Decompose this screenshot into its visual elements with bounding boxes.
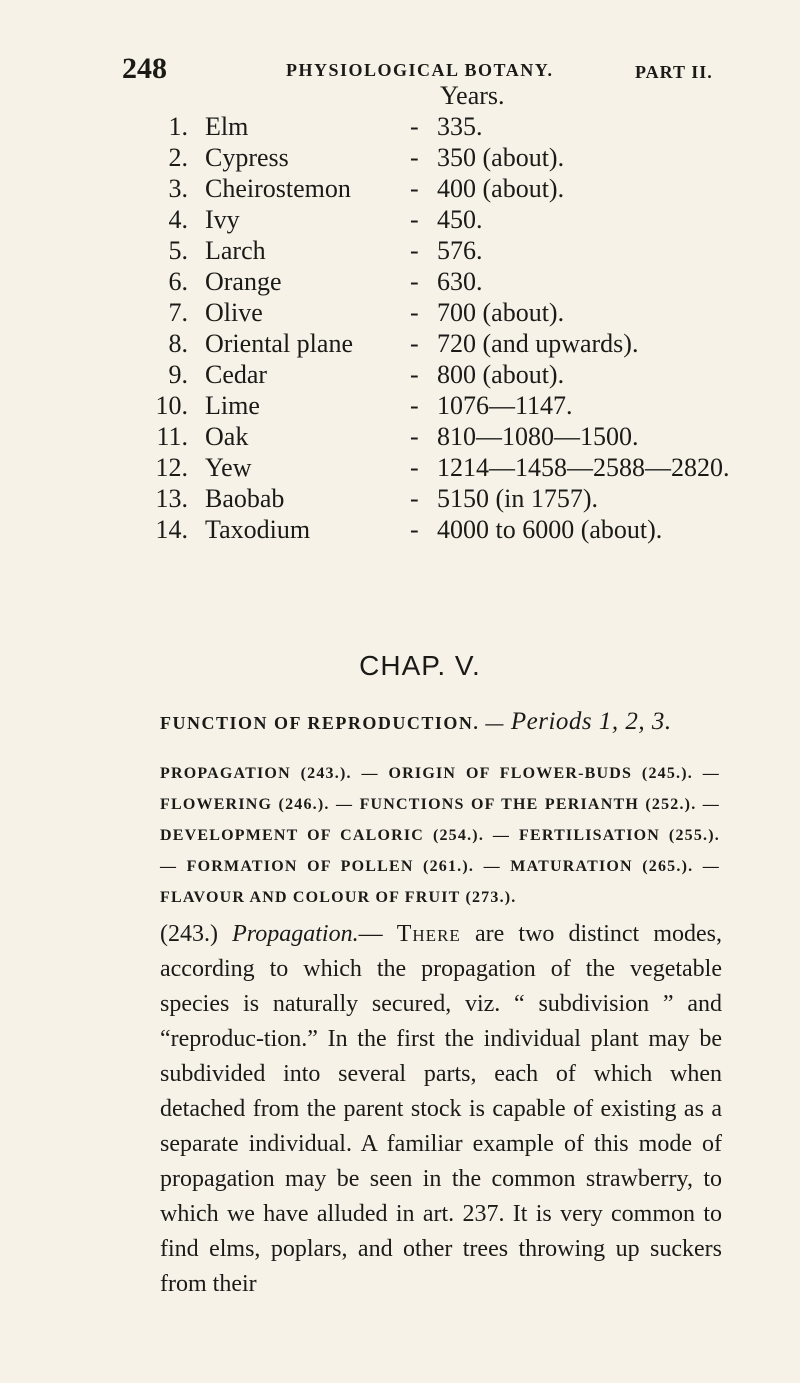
age-value: 400 (about).	[437, 174, 565, 203]
row-dash: -	[410, 143, 419, 172]
table-row	[0, 484, 800, 515]
age-value: 630.	[437, 267, 483, 296]
tree-name: Elm	[205, 112, 249, 141]
row-dash: -	[410, 174, 419, 203]
table-row	[0, 112, 800, 143]
table-row	[0, 515, 800, 546]
row-dash: -	[410, 267, 419, 296]
paragraph-lead-word: There	[396, 921, 461, 947]
age-value: 450.	[437, 205, 483, 234]
tree-name: Taxodium	[205, 515, 311, 544]
age-value: 720 (and upwards).	[437, 329, 639, 358]
row-number: 3.	[168, 174, 188, 203]
chapter-title: CHAP. V.	[359, 650, 481, 681]
row-dash: -	[410, 112, 419, 141]
row-number: 9.	[168, 360, 188, 389]
table-row	[0, 391, 800, 422]
part-label: PART II.	[635, 62, 713, 82]
row-dash: -	[410, 329, 419, 358]
row-dash: -	[410, 422, 419, 451]
age-value: 4000 to 6000 (about).	[437, 515, 663, 544]
body-paragraph	[160, 917, 722, 1302]
row-number: 12.	[155, 453, 188, 482]
row-number: 7.	[168, 298, 188, 327]
tree-name: Orange	[205, 267, 282, 296]
tree-name: Oriental plane	[205, 329, 353, 358]
age-value: 1076—1147.	[437, 391, 573, 420]
row-dash: -	[410, 205, 419, 234]
row-number: 1.	[168, 112, 188, 141]
row-number: 11.	[156, 422, 188, 451]
row-number: 14.	[155, 515, 188, 544]
table-row	[0, 236, 800, 267]
row-dash: -	[410, 391, 419, 420]
table-row	[0, 298, 800, 329]
tree-name: Cypress	[205, 143, 289, 172]
table-row	[0, 422, 800, 453]
table-row	[0, 205, 800, 236]
paragraph-heading: Propagation.	[232, 921, 359, 947]
row-number: 10.	[155, 391, 188, 420]
age-value: 576.	[437, 236, 483, 265]
row-dash: -	[410, 298, 419, 327]
table-row	[0, 143, 800, 174]
running-title: PHYSIOLOGICAL BOTANY.	[286, 60, 554, 80]
row-number: 6.	[168, 267, 188, 296]
row-number: 2.	[168, 143, 188, 172]
tree-name: Cheirostemon	[205, 174, 351, 203]
row-dash: -	[410, 515, 419, 544]
row-dash: -	[410, 236, 419, 265]
age-value: 350 (about).	[437, 143, 565, 172]
chapter-subtitle-periods: Periods 1, 2, 3.	[510, 708, 672, 735]
chapter-subtitle-caps: FUNCTION OF REPRODUCTION. —	[160, 713, 505, 733]
years-column-heading: Years.	[440, 81, 505, 110]
table-row	[0, 453, 800, 484]
tree-name: Larch	[205, 236, 266, 265]
row-dash: -	[410, 484, 419, 513]
paragraph-text: are two distinct modes, according to which the propagation of the vegetable species is naturally secured, viz. “ subdivision ” and “reproduc-tion.” In the first the individual plant may be subdivided into several parts, each of which when detached from the parent stock is capable of existing as a separate individual. A familiar example of this mode of propagation may be seen in the common strawberry, to which we have alluded in art. 237. It is very common to find elms, poplars, and other trees throwing up suckers from their	[160, 921, 723, 1297]
tree-name: Olive	[205, 298, 263, 327]
row-dash: -	[410, 360, 419, 389]
paragraph-number: (243.)	[160, 921, 218, 947]
paragraph-dash: —	[358, 921, 383, 947]
row-dash: -	[410, 453, 419, 482]
age-value: 5150 (in 1757).	[437, 484, 599, 513]
tree-age-table	[0, 112, 800, 546]
page-number: 248	[122, 52, 167, 85]
tree-name: Lime	[205, 391, 260, 420]
tree-name: Oak	[205, 422, 249, 451]
chapter-subtitle	[160, 708, 672, 736]
table-row	[0, 360, 800, 391]
page-header	[0, 52, 800, 92]
age-value: 700 (about).	[437, 298, 565, 327]
age-value: 810—1080—1500.	[437, 422, 639, 451]
tree-name: Baobab	[205, 484, 285, 513]
chapter-heading	[0, 650, 800, 682]
row-number: 8.	[168, 329, 188, 358]
row-number: 5.	[168, 236, 188, 265]
row-number: 4.	[168, 205, 188, 234]
tree-name: Ivy	[205, 205, 240, 234]
age-value: 800 (about).	[437, 360, 565, 389]
tree-name: Yew	[205, 453, 252, 482]
table-row	[0, 329, 800, 360]
table-row	[0, 174, 800, 205]
table-row	[0, 267, 800, 298]
chapter-synopsis: PROPAGATION (243.). — ORIGIN OF FLOWER-BUDS (245.). — FLOWERING (246.). — FUNCTIONS OF THE PERIANTH (252.). — DEVELOPMENT OF CALORIC (254.). — FERTILISATION (255.). — FORMATION OF POLLEN (261.). — MATURATION (265.). — FLAVOUR AND COLOUR OF FRUIT (273.).	[160, 765, 720, 906]
tree-name: Cedar	[205, 360, 268, 389]
age-value: 335.	[437, 112, 483, 141]
row-number: 13.	[155, 484, 188, 513]
age-value: 1214—1458—2588—2820.	[437, 453, 730, 482]
